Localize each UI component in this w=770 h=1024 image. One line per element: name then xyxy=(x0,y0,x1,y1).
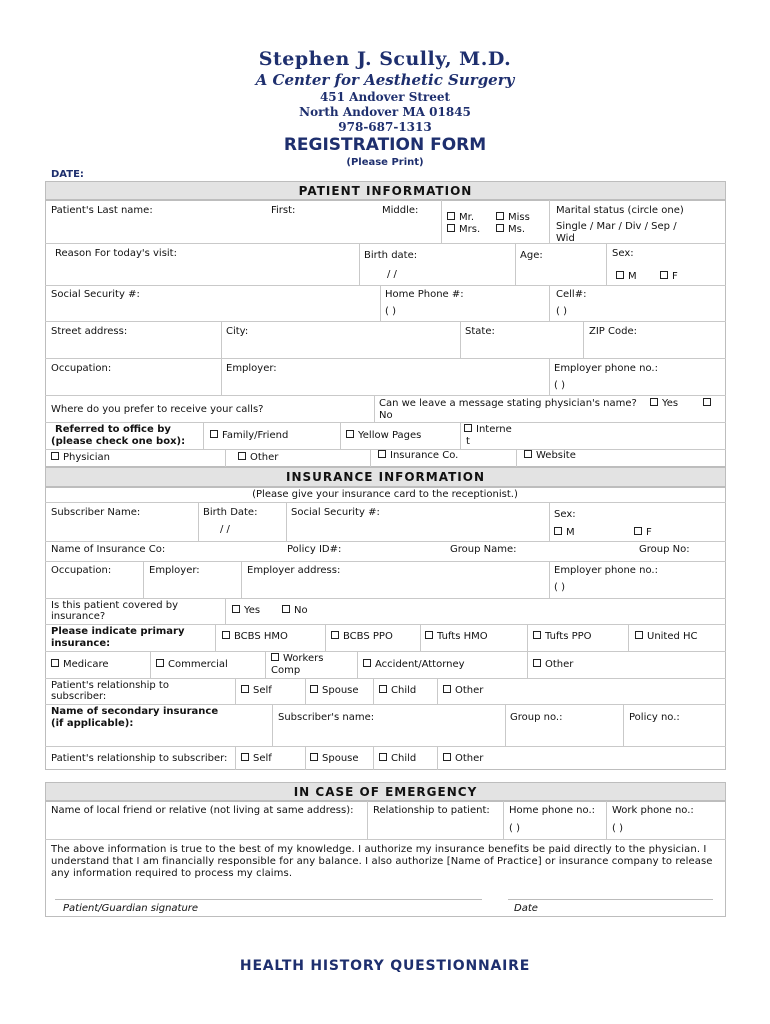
cell-field[interactable]: Cell#: xyxy=(556,289,587,300)
occupation-field[interactable]: Occupation: xyxy=(51,363,112,374)
rel2-spouse-checkbox[interactable]: Spouse xyxy=(310,753,359,764)
ins-employer-address-field[interactable]: Employer address: xyxy=(247,565,341,576)
health-history-title: HEALTH HISTORY QUESTIONNAIRE xyxy=(239,958,531,974)
emergency-home-paren: ( ) xyxy=(509,823,520,834)
local-friend-field[interactable]: Name of local friend or relative (not living at same address): xyxy=(51,805,354,816)
miss-checkbox[interactable]: Miss xyxy=(496,212,530,223)
insurance-co-field[interactable]: Name of Insurance Co: xyxy=(51,544,166,555)
middle-name-field[interactable]: Middle: xyxy=(382,205,419,216)
ssn-field[interactable]: Social Security #: xyxy=(51,289,140,300)
marital-options[interactable]: Single / Mar / Div / Sep / xyxy=(556,221,677,232)
emergency-home-phone-field[interactable]: Home phone no.: xyxy=(509,805,596,816)
accident-attorney-checkbox[interactable]: Accident/Attorney xyxy=(363,659,465,670)
subscriber-sex-f[interactable]: F xyxy=(634,527,652,538)
primary-insurance-label: Please indicate primary xyxy=(51,626,185,637)
tufts-ppo-checkbox[interactable]: Tufts PPO xyxy=(533,631,592,642)
employer-field[interactable]: Employer: xyxy=(226,363,277,374)
relationship-label-2: subscriber: xyxy=(51,691,107,702)
covered-question-2: insurance? xyxy=(51,611,106,622)
visit-reason-field[interactable]: Reason For today's visit: xyxy=(55,248,177,259)
state-field[interactable]: State: xyxy=(465,326,495,337)
leave-message-question: Can we leave a message stating physician's name? xyxy=(379,398,637,409)
signature-line[interactable]: Patient/Guardian signature xyxy=(63,903,199,914)
rel-spouse-checkbox[interactable]: Spouse xyxy=(310,685,359,696)
rel-self-checkbox[interactable]: Self xyxy=(241,685,272,696)
form-title: REGISTRATION FORM xyxy=(283,135,487,155)
leave-message-no-box[interactable] xyxy=(703,398,715,409)
marital-wid[interactable]: Wid xyxy=(556,233,575,244)
subscriber-birth-date-field[interactable]: Birth Date: xyxy=(203,507,258,518)
address-city: North Andover MA 01845 xyxy=(299,105,471,119)
rel2-other-checkbox[interactable]: Other xyxy=(443,753,483,764)
referral-other-checkbox[interactable]: Other xyxy=(238,452,278,463)
print-note: (Please Print) xyxy=(346,157,424,168)
bcbs-hmo-checkbox[interactable]: BCBS HMO xyxy=(222,631,288,642)
referred-label-2: (please check one box): xyxy=(51,436,186,447)
rel2-self-checkbox[interactable]: Self xyxy=(241,753,272,764)
authorization-statement: The above information is true to the best of my knowledge. I authorize my insurance benefits be paid directly to the physician. I understand that I am financially responsible for any balance. I also authorize [Name of Practice] or insurance company to release any information required to process my claims. xyxy=(51,844,713,879)
commercial-checkbox[interactable]: Commercial xyxy=(156,659,228,670)
date-label[interactable]: DATE: xyxy=(51,169,84,180)
referred-label: Referred to office by xyxy=(55,424,171,435)
referral-yellow-pages-checkbox[interactable]: Yellow Pages xyxy=(346,430,421,441)
zip-field[interactable]: ZIP Code: xyxy=(589,326,637,337)
secondary-group-no-field[interactable]: Group no.: xyxy=(510,712,563,723)
leave-message-yes[interactable]: Yes xyxy=(650,398,678,409)
mrs-checkbox[interactable]: Mrs. xyxy=(447,224,480,235)
ins-employer-phone-field[interactable]: Employer phone no.: xyxy=(554,565,658,576)
subscriber-ssn-field[interactable]: Social Security #: xyxy=(291,507,380,518)
practice-phone: 978-687-1313 xyxy=(338,120,432,134)
home-phone-field[interactable]: Home Phone #: xyxy=(385,289,464,300)
marital-status-label: Marital status (circle one) xyxy=(556,205,684,216)
covered-question: Is this patient covered by xyxy=(51,600,179,611)
insurance-info-header: INSURANCE INFORMATION xyxy=(45,467,726,487)
birth-date-field[interactable]: Birth date: xyxy=(364,250,418,261)
cell-paren: ( ) xyxy=(556,306,567,317)
subscriber-birth-slashes: / / xyxy=(220,524,230,535)
birth-date-slashes: / / xyxy=(387,269,397,280)
medicare-checkbox[interactable]: Medicare xyxy=(51,659,109,670)
ins-other-checkbox[interactable]: Other xyxy=(533,659,573,670)
workers-comp-wrap: Comp xyxy=(271,665,301,676)
referral-family-checkbox[interactable]: Family/Friend xyxy=(210,430,288,441)
leave-message-no: No xyxy=(379,410,393,421)
group-no-field[interactable]: Group No: xyxy=(639,544,690,555)
employer-phone-paren: ( ) xyxy=(554,380,565,391)
relationship-full-label: Patient's relationship to subscriber: xyxy=(51,753,228,764)
insurance-card-note: (Please give your insurance card to the receptionist.) xyxy=(252,489,518,500)
address-street: 451 Andover Street xyxy=(319,90,451,104)
rel2-child-checkbox[interactable]: Child xyxy=(379,753,416,764)
subscriber-name-field[interactable]: Subscriber Name: xyxy=(51,507,141,518)
receive-calls-field[interactable]: Where do you prefer to receive your calls? xyxy=(51,404,264,415)
tufts-hmo-checkbox[interactable]: Tufts HMO xyxy=(425,631,488,642)
first-name-field[interactable]: First: xyxy=(271,205,296,216)
home-phone-paren: ( ) xyxy=(385,306,396,317)
subscriber-sex-label: Sex: xyxy=(554,509,576,520)
covered-yes-checkbox[interactable]: Yes xyxy=(232,605,260,616)
rel-child-checkbox[interactable]: Child xyxy=(379,685,416,696)
emergency-relationship-field[interactable]: Relationship to patient: xyxy=(373,805,490,816)
mr-checkbox[interactable]: Mr. xyxy=(447,212,474,223)
emergency-work-paren: ( ) xyxy=(612,823,623,834)
referral-insurance-checkbox[interactable]: Insurance Co. xyxy=(378,450,458,461)
sex-f-checkbox[interactable]: F xyxy=(660,271,678,282)
workers-comp-checkbox[interactable]: Workers xyxy=(271,653,323,664)
referral-internet-wrap: t xyxy=(466,436,470,447)
covered-no-checkbox[interactable]: No xyxy=(282,605,308,616)
secondary-policy-no-field[interactable]: Policy no.: xyxy=(629,712,680,723)
secondary-subscriber-field[interactable]: Subscriber's name: xyxy=(278,712,375,723)
patient-info-header: PATIENT INFORMATION xyxy=(45,181,726,200)
ins-employer-field[interactable]: Employer: xyxy=(149,565,200,576)
practice-name: Stephen J. Scully, M.D. xyxy=(258,48,512,70)
street-address-field[interactable]: Street address: xyxy=(51,326,128,337)
emergency-header: IN CASE OF EMERGENCY xyxy=(45,782,726,801)
practice-subtitle: A Center for Aesthetic Surgery xyxy=(255,71,515,89)
group-name-field[interactable]: Group Name: xyxy=(450,544,517,555)
referral-website-checkbox[interactable]: Website xyxy=(524,450,576,461)
signature-date-line[interactable]: Date xyxy=(514,903,538,914)
ms-checkbox[interactable]: Ms. xyxy=(496,224,525,235)
united-hc-checkbox[interactable]: United HC xyxy=(635,631,698,642)
policy-id-field[interactable]: Policy ID#: xyxy=(287,544,342,555)
city-field[interactable]: City: xyxy=(226,326,249,337)
ins-occupation-field[interactable]: Occupation: xyxy=(51,565,112,576)
secondary-insurance-label: Name of secondary insurance xyxy=(51,706,219,717)
referral-internet-checkbox[interactable]: Interne xyxy=(464,424,512,435)
relationship-label: Patient's relationship to xyxy=(51,680,169,691)
primary-insurance-label-2: insurance: xyxy=(51,638,111,649)
employer-phone-field[interactable]: Employer phone no.: xyxy=(554,363,658,374)
bcbs-ppo-checkbox[interactable]: BCBS PPO xyxy=(331,631,393,642)
age-field[interactable]: Age: xyxy=(520,250,543,261)
last-name-field[interactable]: Patient's Last name: xyxy=(51,205,153,216)
subscriber-sex-m[interactable]: M xyxy=(554,527,575,538)
rel-other-checkbox[interactable]: Other xyxy=(443,685,483,696)
referral-physician-checkbox[interactable]: Physician xyxy=(51,452,110,463)
ins-employer-phone-paren: ( ) xyxy=(554,582,565,593)
sex-m-checkbox[interactable]: M xyxy=(616,271,637,282)
emergency-work-phone-field[interactable]: Work phone no.: xyxy=(612,805,694,816)
secondary-insurance-label-2: (if applicable): xyxy=(51,718,134,729)
sex-label: Sex: xyxy=(612,248,634,259)
